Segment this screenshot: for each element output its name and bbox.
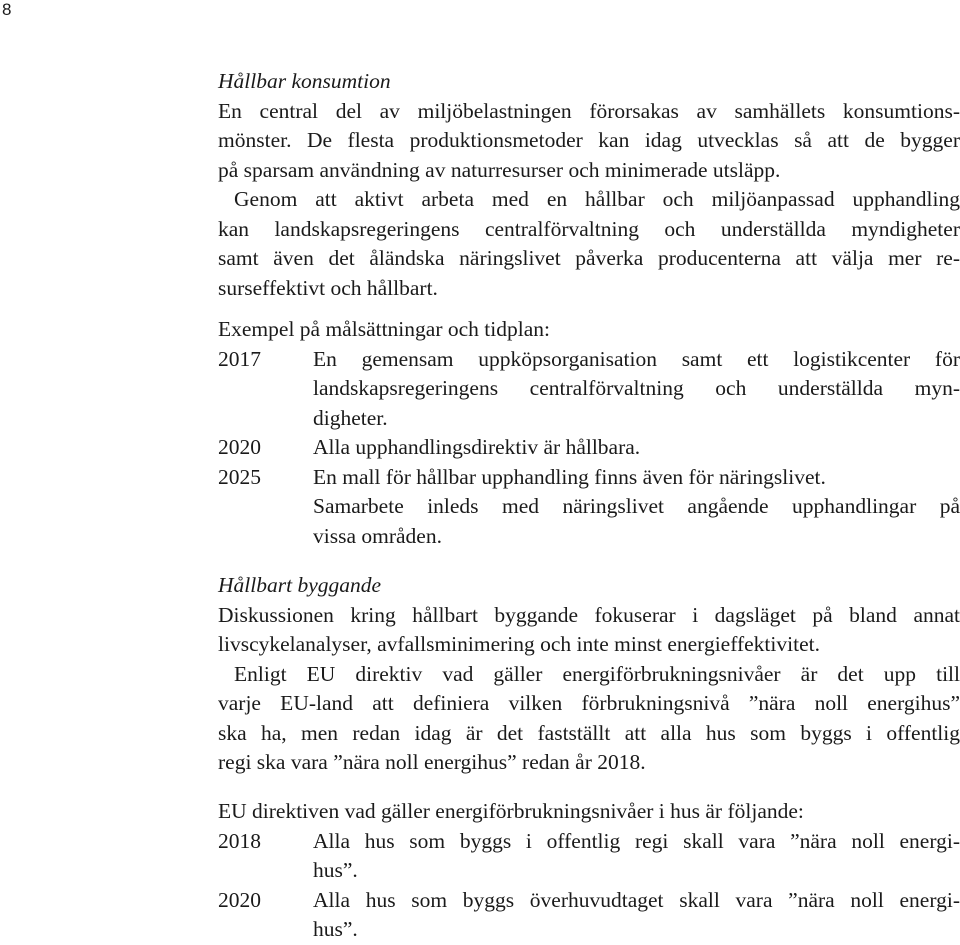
timeline-text: En mall för hållbar upphandling finns även för näringslivet. xyxy=(313,464,826,489)
paragraph-line: livscykelanalyser, avfallsminimering och inte minst energieffektivitet. xyxy=(218,632,820,656)
timeline-year: 2020 xyxy=(218,887,261,912)
section-eu-direktiv xyxy=(218,797,960,945)
paragraph-line: varje EU-land att definiera vilken förbrukningsnivå ”nära noll energihus” xyxy=(218,691,960,715)
list-intro: Exempel på målsättningar och tidplan: xyxy=(218,317,550,341)
page-number: 8 xyxy=(2,0,12,19)
timeline-text: vissa områden. xyxy=(313,523,442,548)
timeline-text: Alla hus som byggs överhuvudtaget skall vara ”nära noll energi- xyxy=(313,887,960,912)
section-hallbart-byggande xyxy=(218,571,960,778)
paragraph-line: kan landskapsregeringens centralförvaltning och underställda myndigheter xyxy=(218,216,960,241)
section-heading: Hållbar konsumtion xyxy=(218,69,391,93)
timeline-text: hus”. xyxy=(313,858,358,882)
paragraph-line: Genom att aktivt arbeta med en hållbar och miljöanpassad upphandling xyxy=(234,187,960,211)
paragraph-line: Enligt EU direktiv vad gäller energiförbrukningsnivåer är det upp till xyxy=(234,661,960,686)
section-malsattningar xyxy=(218,315,960,551)
timeline-year: 2017 xyxy=(218,346,261,371)
timeline-text: digheter. xyxy=(313,405,388,430)
paragraph-line: surseffektivt och hållbart. xyxy=(218,275,438,300)
timeline-year: 2025 xyxy=(218,464,261,489)
section-heading: Hållbart byggande xyxy=(218,573,382,597)
timeline-row xyxy=(218,827,960,857)
timeline-row xyxy=(218,345,960,375)
timeline-row xyxy=(218,886,960,916)
timeline-text: hus”. xyxy=(313,917,358,941)
paragraph-line: Diskussionen kring hållbart byggande fokuserar i dagsläget på bland annat xyxy=(218,602,960,627)
paragraph-line: En central del av miljöbelastningen förorsakas av samhällets konsumtions- xyxy=(218,98,960,123)
list-intro: EU direktiven vad gäller energiförbrukningsnivåer i hus är följande: xyxy=(218,799,804,823)
timeline-text: En gemensam uppköpsorganisation samt ett logistikcenter för xyxy=(313,346,960,371)
timeline-year: 2020 xyxy=(218,435,261,459)
timeline-year: 2018 xyxy=(218,828,261,853)
timeline-row xyxy=(218,463,960,493)
paragraph-line: ska ha, men redan idag är det fastställt att alla hus som byggs i offentlig xyxy=(218,720,960,745)
paragraph-line: mönster. De flesta produktionsmetoder kan idag utvecklas så att de bygger xyxy=(218,128,960,152)
timeline-text: landskapsregeringens centralförvaltning och underställda myn- xyxy=(313,376,960,400)
paragraph-line: regi ska vara ”nära noll energihus” redan år 2018. xyxy=(218,750,646,774)
section-hallbar-konsumtion xyxy=(218,67,960,303)
paragraph-line: på sparsam användning av naturresurser och minimerade utsläpp. xyxy=(218,157,781,182)
timeline-text: Samarbete inleds med näringslivet angående upphandlingar på xyxy=(313,494,960,518)
timeline-row xyxy=(218,433,960,463)
paragraph-line: samt även det åländska näringslivet påverka producenterna att välja mer re- xyxy=(218,246,960,270)
timeline-text: Alla upphandlingsdirektiv är hållbara. xyxy=(313,435,641,459)
timeline-text: Alla hus som byggs i offentlig regi skall vara ”nära noll energi- xyxy=(313,828,960,853)
